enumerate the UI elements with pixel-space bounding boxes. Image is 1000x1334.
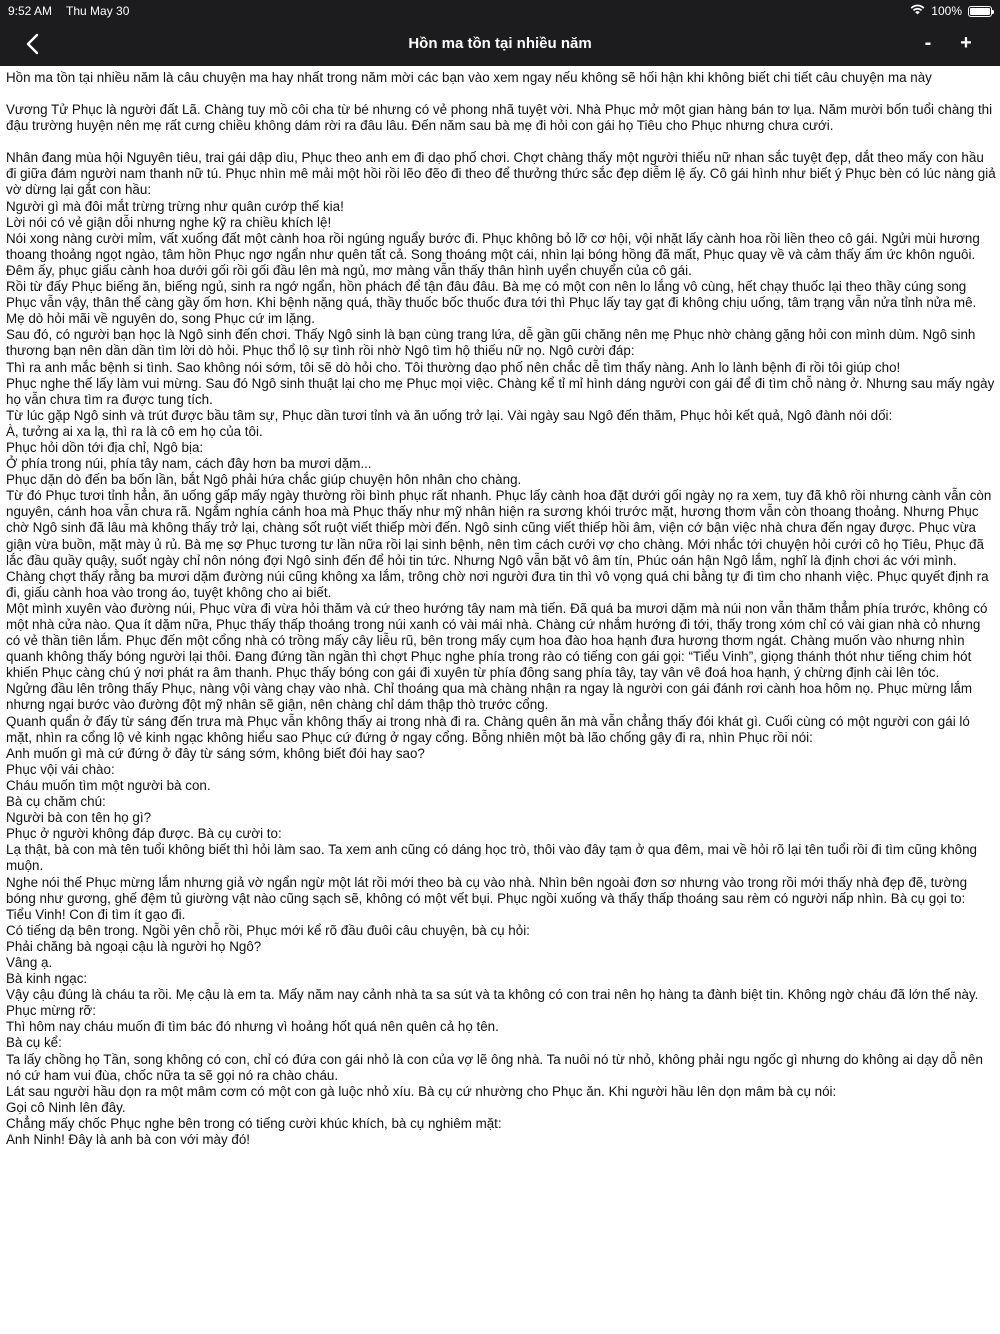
story-paragraph: Ở phía trong núi, phía tây nam, cách đây hơn ba mươi dặm...: [6, 456, 372, 472]
status-date: Thu May 30: [66, 4, 130, 18]
battery-percent: 100%: [931, 4, 962, 18]
story-paragraph: Phải chăng bà ngoại cậu là người họ Ngô?: [6, 938, 262, 954]
story-paragraph: Anh Ninh! Đây là anh bà con với mày đó!: [6, 1132, 250, 1147]
story-content: [6, 70, 996, 1148]
story-paragraph: Thì hôm nay cháu muốn đi tìm bác đó nhưng vì hoảng hốt quá nên quên cả họ tên.: [6, 1019, 499, 1035]
battery-fill: [970, 8, 990, 15]
story-paragraph: Người gì mà đôi mắt trừng trừng như quân cướp thế kia!: [6, 198, 344, 214]
story-paragraph: Phục mừng rỡ:: [6, 1003, 96, 1019]
story-paragraph: Phục hỏi dồn tới địa chỉ, Ngô bịa:: [6, 439, 204, 455]
story-paragraph: Tiểu Vinh! Con đi tìm ít gạo đi.: [6, 906, 186, 922]
story-paragraph: Cháu muốn tìm một người bà con.: [6, 777, 211, 793]
story-paragraph: Phục dặn dò đến ba bốn lần, bắt Ngô phải hứa chắc giúp chuyện hôn nhân cho chàng.: [6, 472, 522, 488]
story-paragraph: Bà kinh ngạc:: [6, 971, 88, 987]
status-time: 9:52 AM: [8, 4, 53, 18]
story-paragraph: Ta lấy chồng họ Tần, song không có con, chỉ có đứa con gái nhỏ là con của vợ lẽ ông nhà. Ta nuôi nó từ nhỏ, không phải ngu ngốc gì nhưng do không ai dạy dỗ nên nó cứ ham vui đùa, chốc nữa ta sẽ gọi nó ra chào cháu.: [6, 1051, 983, 1083]
story-paragraph: Phục vội vái chào:: [6, 761, 115, 777]
story-paragraph: Từ đó Phục tươi tỉnh hẳn, ăn uống gấp mấy ngày thường rồi bình phục rất nhanh. Phục lấy cành hoa đặt dưới gối ngày nọ ra xem, tuy đã khô rồi nhưng cành vẫn còn nguyên, cánh hoa vẫn chưa rã. Ngắm nghía cánh hoa mà Phục thấy như mỹ nhân hiện ra sương khói trước mặt, hương thơm vẫn còn thoang thoảng. Nhưng Phục chờ Ngô sinh đã lâu mà không thấy trở lại, chàng sốt ruột viết thiếp mời đến. Ngô sinh cũng viết thiếp hồi âm, viện cớ bận việc nhà chưa đến ngay được. Phục vừa giận vừa buồn, mặt mày ủ rủ. Bà mẹ sợ Phục tương tư lần nữa rồi lại sinh bệnh, nên tìm cách cưới vợ cho chàng. Mới nhắc tới chuyện hỏi cưới cô họ Tiêu, Phục đã lắc đầu quầy quậy, suốt ngày chỉ nôn nóng đợi Ngô sinh đến để hỏi tin tức. Nhưng Ngô vẫn bặt vô âm tín, Phúc oán hận Ngô lắm, nghĩ là định chơi ác với mình. Chàng chợt thấy rằng ba mươi dặm đường núi cũng không xa lắm, trông chờ nơi người đưa tin thì vô vọng quá chi bằng tự đi tìm cho nhanh việc. Phục quyết định ra đi, giấu cành hoa vào trong áo, tuyệt không cho ai biết.: [6, 488, 992, 600]
story-paragraph: Một mình xuyên vào đường núi, Phục vừa đi vừa hỏi thăm và cứ theo hướng tây nam mà tiến. Đã quá ba mươi dặm mà núi non vẫn thăm thẳm phía trước, không có một nhà cửa nào. Qua ít dặm nữa, Phục thấy thấp thoáng trong núi xanh có vài mái nhà. Chàng cứ nhắm hướng đi tới, thấy trong xóm chỉ có vài gian nhà cỏ nhưng có vẻ thần tiên lắm. Phục đến một cổng nhà có trồng mấy cây liễu rũ, bên trong mấy cụm hoa đào hoa hạnh đưa hương thơm ngát. Chàng muốn vào nhưng nhìn quanh không thấy bóng người lại thôi. Đang đứng tần ngần thì chợt Phục nghe phía trong rào có tiếng con gái gọi: “Tiểu Vinh”, giọng thánh thót như tiếng chim hót khiến Phục càng chú ý nơi phát ra âm thanh. Phục thấy bóng con gái đi xuyên từ phía đông sang phía tây, tay vân vê đoá hoa hạnh, ý chừng định cài lên tóc.: [6, 600, 988, 681]
story-paragraph: Phục nghe thế lấy làm vui mừng. Sau đó Ngô sinh thuật lại cho mẹ Phục mọi việc. Chàng kể tỉ mỉ hình dáng người con gái để đi tìm chỗ nàng ở. Nhưng sau mấy ngày họ vẫn chưa tìm ra được tung tích.: [6, 375, 995, 407]
story-paragraph: Vậy cậu đúng là cháu ta rồi. Mẹ cậu là em ta. Mấy năm nay cảnh nhà ta sa sút và ta không có con trai nên họ hàng ta đành biệt tin. Không ngờ cháu đã lớn thế này.: [6, 987, 979, 1003]
story-paragraph: Ngửng đầu lên trông thấy Phục, nàng vội vàng chạy vào nhà. Chỉ thoáng qua mà chàng nhận ra ngay là người con gái đánh rơi cành hoa hôm nọ. Phục mừng lắm nhưng ngại bước vào đường đột mỹ nhân sẽ giận, nên chàng chỉ dám thập thò trước cổng.: [6, 681, 973, 713]
story-paragraph: Nhân đang mùa hội Nguyên tiêu, trai gái dập dìu, Phục theo anh em đi dạo phố chơi. Chợt chàng thấy một người thiếu nữ nhan sắc tuyệt đẹp, dắt theo mấy con hầu đi giữa đám người nam thanh nữ tú. Phục nhìn mê mải một hồi rồi lẽo đẽo đi theo để thưởng thức sắc đẹp diễm lệ ấy. Cô gái hình như biết ý Phục bèn có lúc nàng giả vờ dừng lại gắt con hầu:: [6, 150, 996, 198]
story-paragraph: Vương Tử Phục là người đất Lã. Chàng tuy mồ côi cha từ bé nhưng có vẻ phong nhã tuyệt vời. Nhà Phục mở một gian hàng bán tơ lụa. Năm mười bốn tuổi chàng thi đậu trường huyện nên mẹ rất cưng chiều không dám rời ra đâu lâu. Đến năm sau bà mẹ đi hỏi con gái họ Tiêu cho Phục nhưng chưa cưới.: [6, 102, 993, 134]
navigation-bar: [0, 22, 1000, 66]
wifi-icon: [910, 4, 925, 18]
story-paragraph: Anh muốn gì mà cứ đứng ở đây từ sáng sớm, không biết đói hay sao?: [6, 745, 425, 761]
story-paragraph: Bà cụ kể:: [6, 1035, 62, 1051]
story-paragraph: Từ lúc gặp Ngô sinh và trút được bầu tâm sự, Phục dần tươi tỉnh và ăn uống trở lại. Vài ngày sau Ngô đến thăm, Phục hỏi kết quả, Ngô đành nói dối:: [6, 407, 893, 423]
story-paragraph: Lạ thật, bà con mà tên tuổi không biết thì hỏi làm sao. Ta xem anh cũng có dáng học trò, thôi vào đây tạm ở qua đêm, mai về hỏi rõ lại tên tuổi rồi đi tìm cũng không muộn.: [6, 842, 977, 874]
story-paragraph: Chẳng mấy chốc Phục nghe bên trong có tiếng cười khúc khích, bà cụ nghiêm mặt:: [6, 1115, 502, 1131]
story-paragraph: À, tưởng ai xa lạ, thì ra là cô em họ của tôi.: [6, 423, 263, 439]
story-paragraph: Gọi cô Ninh lên đây.: [6, 1099, 126, 1115]
story-paragraph: Bà cụ chăm chú:: [6, 794, 106, 810]
story-paragraph: Phục ở người không đáp được. Bà cụ cười to:: [6, 826, 282, 842]
story-paragraph: Có tiếng dạ bên trong. Ngồi yên chỗ rồi, Phục mới kể rõ đầu đuôi câu chuyện, bà cụ hỏi:: [6, 922, 530, 938]
story-paragraph: Quanh quẩn ở đấy từ sáng đến trưa mà Phục vẫn không thấy ai trong nhà đi ra. Chàng quên ăn mà vẫn chẳng thấy đói khát gì. Cuối cùng có một người con gái ló mặt, nhìn ra cổng lộ vẻ kinh ngạc không hiểu sao Phục cứ đứng ở ngay cổng. Bỗng nhiên một bà lão chống gậy đi ra, nhìn Phục rồi nói:: [6, 713, 970, 745]
back-button[interactable]: [20, 32, 50, 56]
decrease-font-button[interactable]: -: [924, 32, 932, 54]
chevron-left-icon: [20, 32, 50, 56]
status-right: [910, 4, 992, 18]
story-paragraph: Hồn ma tồn tại nhiều năm là câu chuyện ma hay nhất trong năm mời các bạn vào xem ngay nếu không sẽ hối hận khi không biết chi tiết câu chuyện ma này: [6, 70, 932, 85]
status-bar: [0, 0, 1000, 22]
story-paragraph: Nói xong nàng cười mỉm, vất xuống đất một cành hoa rồi ngúng nguẩy bước đi. Phục không bỏ lỡ cơ hội, vội nhặt lấy cành hoa rồi liền theo cô gái. Ngửi mùi hương thoang thoảng ngọt ngào, tâm hồn Phục ngơ ngẩn như quên tất cả. Song thoáng một cái, nhìn lại bóng hồng đã mất, Phục quay về và cảm thấy ấm ức khôn nguôi. Đêm ấy, phục giấu cành hoa dưới gối rồi gối đầu lên mà ngủ, mơ màng vẫn thấy thân hình uyển chuyển của cô gái.: [6, 230, 980, 278]
increase-font-button[interactable]: +: [960, 32, 972, 54]
story-paragraph: Nghe nói thế Phục mừng lắm nhưng giả vờ ngẩn ngừ một lát rồi mới theo bà cụ vào nhà. Nhìn bên ngoài đơn sơ nhưng vào trong rồi mới thấy nhà đẹp đẽ, tường bóng như gương, ghế đệm tủ giường vật nào cũng sạch sẽ, không có một vết bụi. Phục ngồi xuống và thấy thấp thoáng sau rèm có người nấp nhìn. Bà cụ gọi to:: [6, 874, 968, 906]
story-paragraph: Rồi từ đấy Phục biếng ăn, biếng ngủ, sinh ra ngớ ngẩn, hồn phách để tận đâu đâu. Bà mẹ có một con nên lo lắng vô cùng, hết chạy thuốc lại theo thầy cúng song Phục vẫn vậy, thân thể càng gầy ốm hơn. Khi bệnh nặng quá, thầy thuốc bốc thuốc đưa tới thì Phục lấy tay gạt đi không chịu uống, tâm trạng vẫn nửa tỉnh nửa mê. Mẹ dò hỏi mãi về nguyên do, song Phục cứ im lặng.: [6, 279, 977, 327]
story-paragraph: Người bà con tên họ gì?: [6, 810, 152, 826]
story-paragraph: Thì ra anh mắc bệnh si tình. Sao không nói sớm, tôi sẽ dò hỏi cho. Tôi thường dạo phố nên chắc dễ tìm thấy nàng. Anh lo lành bệnh đi rồi tôi giúp cho!: [6, 359, 901, 375]
page-title: Hồn ma tồn tại nhiều năm: [408, 35, 592, 52]
story-paragraph: Sau đó, có người bạn học là Ngô sinh đến chơi. Thấy Ngô sinh là bạn cùng trang lứa, dễ gần gũi chăng nên mẹ Phục nhờ chàng gặng hỏi con mình dùm. Ngô sinh thương bạn nên dần dần tìm lời dò hỏi. Phục thổ lộ sự tình rồi nhờ Ngô tìm hộ thiếu nữ nọ. Ngô cười đáp:: [6, 327, 976, 359]
story-paragraph: Vâng ạ.: [6, 954, 53, 970]
story-paragraph: Lát sau người hầu dọn ra một mâm cơm có một con gà luộc nhỏ xíu. Bà cụ cứ nhường cho Phục ăn. Khi người hầu lên dọn mâm bà cụ nói:: [6, 1083, 837, 1099]
battery-icon: [968, 6, 992, 17]
story-paragraph: Lời nói có vẻ giận dỗi nhưng nghe kỹ ra chiều khích lệ!: [6, 214, 332, 230]
